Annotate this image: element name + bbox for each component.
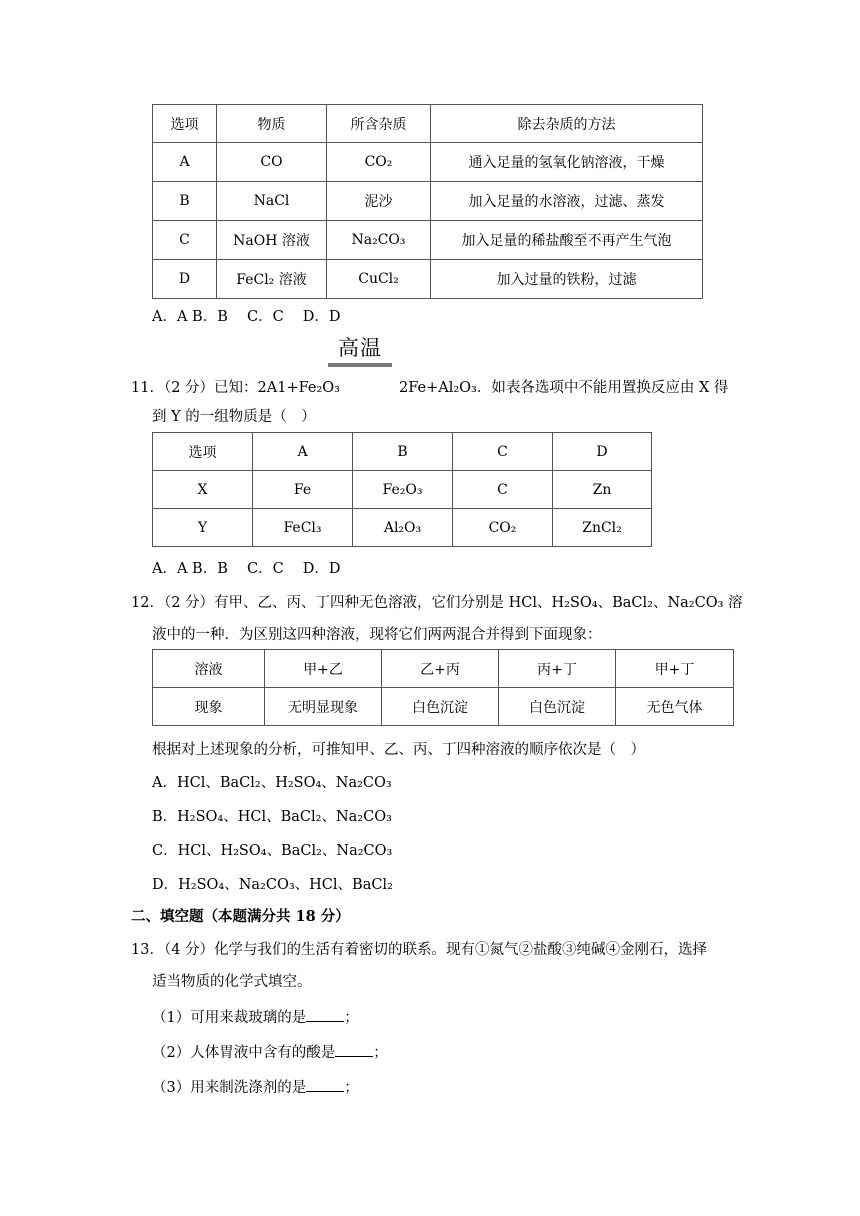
table-cell: NaOH 溶液: [217, 221, 327, 260]
q13-sub1: [152, 1006, 359, 1027]
table-cell: B: [153, 182, 217, 221]
table-cell: Na₂CO₃: [327, 221, 431, 260]
table-cell: 加入足量的水溶液，过滤、蒸发: [431, 182, 703, 221]
q13-sub1-end: ；: [344, 1010, 359, 1026]
table-cell: NaCl: [217, 182, 327, 221]
q12-line1: 12．（2 分）有甲、乙、丙、丁四种无色溶液，它们分别是 HCl、H₂SO₄、BaCl₂、Na₂CO₃ 溶: [131, 595, 743, 611]
table-cell: 加入过量的铁粉，过滤: [431, 260, 703, 299]
table-cell: Fe₂O₃: [353, 471, 453, 509]
table-cell: CuCl₂: [327, 260, 431, 299]
table-cell: FeCl₃: [253, 509, 353, 547]
table-cell: C: [453, 471, 553, 509]
table-header-cell: 物质: [217, 105, 327, 143]
table-cell: 无明显现象: [265, 688, 382, 726]
table-cell: C: [153, 221, 217, 260]
table-cell: 无色气体: [616, 688, 734, 726]
q13-sub3-text: （3）用来制洗涤剂的是: [152, 1080, 307, 1096]
q11-line1-left: 11．（2 分）已知：2A1+Fe₂O₃: [131, 380, 340, 396]
q12-line3: 根据对上述现象的分析，可推知甲、乙、丙、丁四种溶液的顺序依次是（ ）: [152, 742, 645, 758]
table-header-cell: 选项: [153, 105, 217, 143]
q11-table: [152, 432, 652, 547]
table-cell: A: [253, 433, 353, 471]
q12-option-b: B．H₂SO₄、HCl、BaCl₂、Na₂CO₃: [152, 809, 392, 825]
q12-line2: 液中的一种．为区别这四种溶液，现将它们两两混合并得到下面现象：: [152, 627, 602, 643]
table-cell: 溶液: [153, 650, 265, 688]
q13-line1: 13．（4 分）化学与我们的生活有着密切的联系。现有①氮气②盐酸③纯碱④金刚石，选择: [131, 942, 708, 958]
table-cell: 甲+丁: [616, 650, 734, 688]
q13-sub3-end: ；: [344, 1080, 359, 1096]
table-cell: Zn: [553, 471, 652, 509]
table-cell: C: [453, 433, 553, 471]
q11-line2: 到 Y 的一组物质是（ ）: [152, 409, 316, 425]
q12-option-c: C．HCl、H₂SO₄、BaCl₂、Na₂CO₃: [152, 843, 393, 859]
section-heading: 二、填空题（本题满分共 18 分）: [131, 908, 350, 925]
table-cell: 选项: [153, 433, 253, 471]
q11-line1-right: 2Fe+Al₂O₃．如表各选项中不能用置换反应由 X 得: [399, 380, 729, 396]
q10-options: A．A B．B C．C D．D: [152, 309, 341, 325]
table-cell: Fe: [253, 471, 353, 509]
table-cell: CO: [217, 143, 327, 182]
answer-blank[interactable]: [306, 1079, 344, 1092]
q12-option-a: A．HCl、BaCl₂、H₂SO₄、Na₂CO₃: [152, 775, 392, 791]
answer-blank[interactable]: [306, 1009, 344, 1022]
q13-sub2-end: ；: [373, 1045, 388, 1061]
q12-option-d: D．H₂SO₄、Na₂CO₃、HCl、BaCl₂: [152, 877, 393, 893]
table-cell: 泥沙: [327, 182, 431, 221]
table-cell: A: [153, 143, 217, 182]
table-cell: 白色沉淀: [499, 688, 616, 726]
table-cell: Al₂O₃: [353, 509, 453, 547]
q13-sub1-text: （1）可用来裁玻璃的是: [152, 1010, 307, 1026]
table-cell: 加入足量的稀盐酸至不再产生气泡: [431, 221, 703, 260]
table-cell: 甲+乙: [265, 650, 382, 688]
table-cell: 丙+丁: [499, 650, 616, 688]
table-cell: 通入足量的氢氧化钠溶液，干燥: [431, 143, 703, 182]
gaowen-text: 高温: [338, 336, 382, 360]
table-cell: 乙+丙: [382, 650, 499, 688]
impurity-table: [152, 104, 703, 299]
table-cell: FeCl₂ 溶液: [217, 260, 327, 299]
q12-table: [152, 649, 734, 726]
table-cell: D: [553, 433, 652, 471]
table-cell: ZnCl₂: [553, 509, 652, 547]
table-cell: 白色沉淀: [382, 688, 499, 726]
table-cell: D: [153, 260, 217, 299]
gaowen-bar: [328, 363, 392, 367]
table-cell: CO₂: [453, 509, 553, 547]
q13-sub2: [152, 1041, 388, 1062]
answer-blank[interactable]: [335, 1044, 373, 1057]
q13-sub3: [152, 1076, 359, 1097]
table-cell: Y: [153, 509, 253, 547]
table-cell: CO₂: [327, 143, 431, 182]
table-cell: X: [153, 471, 253, 509]
q13-sub2-text: （2）人体胃液中含有的酸是: [152, 1045, 336, 1061]
table-header-cell: 除去杂质的方法: [431, 105, 703, 143]
reaction-condition-gaowen: [328, 332, 392, 367]
table-cell: 现象: [153, 688, 265, 726]
q11-options: A．A B．B C．C D．D: [152, 561, 341, 577]
table-header-cell: 所含杂质: [327, 105, 431, 143]
q13-line2: 适当物质的化学式填空。: [152, 974, 312, 990]
table-cell: B: [353, 433, 453, 471]
